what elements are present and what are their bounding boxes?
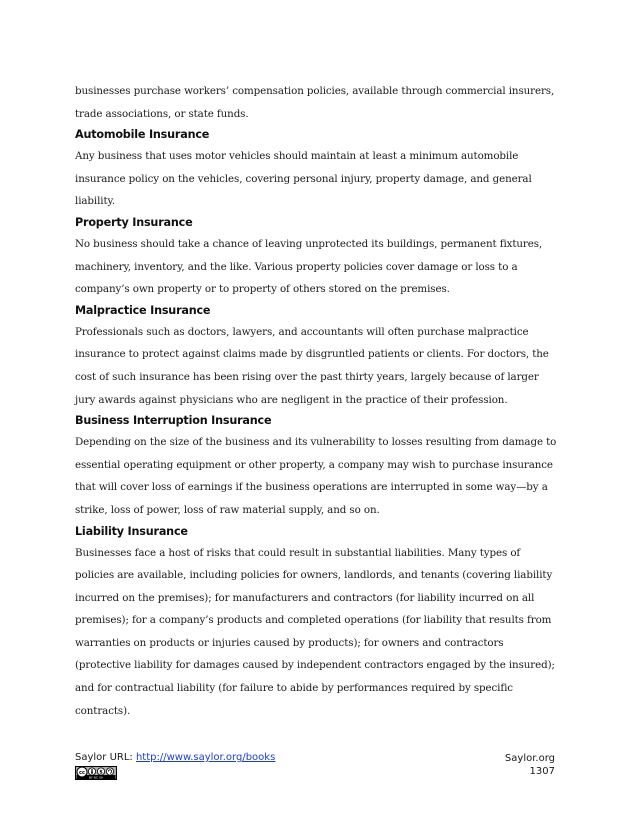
footer-site: Saylor.org (504, 753, 555, 764)
heading-property-insurance: Property Insurance (75, 215, 193, 229)
footer-right (505, 752, 555, 778)
paragraph-liability-insurance: Businesses face a host of risks that could result in substantial liabilities. Many types of policies are available, including policies for owners, landlords, and tenants (covering liability incurred on the premises); for manufacturers and contractors (for liability incurred on all premises); for a company’s products and completed operations (for liability that results from warranties on products or injuries caused by products); for owners and contractors (protective liability for damages caused by independent contractors engaged by the insured); and for contractual liability (for failure to abide by performances required by specific contracts). (75, 546, 555, 717)
license-badge-text: BY NC SA (89, 775, 103, 780)
cc-by-nc-sa-badge-icon (75, 766, 117, 780)
footer-page-number: 1307 (529, 766, 555, 777)
svg-text:$: $ (99, 769, 103, 776)
footer-url-line (75, 752, 275, 763)
heading-malpractice-insurance: Malpractice Insurance (75, 303, 211, 317)
heading-liability-insurance: Liability Insurance (75, 524, 188, 538)
paragraph-property-insurance: No business should take a chance of leaving unprotected its buildings, permanent fixtures, machinery, inventory, and the like. Various property policies cover damage or loss to a company’s own property or to property of others stored on the premises. (75, 237, 543, 296)
svg-text:cc: cc (79, 770, 85, 776)
heading-automobile-insurance: Automobile Insurance (75, 128, 210, 142)
heading-business-interruption-insurance: Business Interruption Insurance (75, 414, 272, 428)
paragraph-automobile-insurance: Any business that uses motor vehicles should maintain at least a minimum automobile insurance policy on the vehicles, covering personal injury, property damage, and general liability. (75, 150, 532, 208)
page-content (75, 80, 560, 722)
paragraph-business-interruption-insurance: Depending on the size of the business and its vulnerability to losses resulting from damage to essential operating equipment or other property, a company may wish to purchase insurance that will cover loss of earnings if the business operations are interrupted in some way—by a strike, loss of power, loss of raw material supply, and so on. (75, 436, 557, 516)
footer-url-link[interactable]: http://www.saylor.org/books (135, 752, 276, 763)
paragraph-malpractice-insurance: Professionals such as doctors, lawyers, and accountants will often purchase malpractice insurance to protect against claims made by disgruntled patients or clients. For doctors, the cost of such insurance has been rising over the past thirty years, largely because of larger jury awards against physicians who are negligent in the practice of their profession. (75, 325, 549, 406)
intro-paragraph: businesses purchase workers’ compensation policies, available through commercial insurers, trade associations, or state funds. (75, 85, 555, 120)
footer-url-label: Saylor URL: (75, 752, 136, 763)
